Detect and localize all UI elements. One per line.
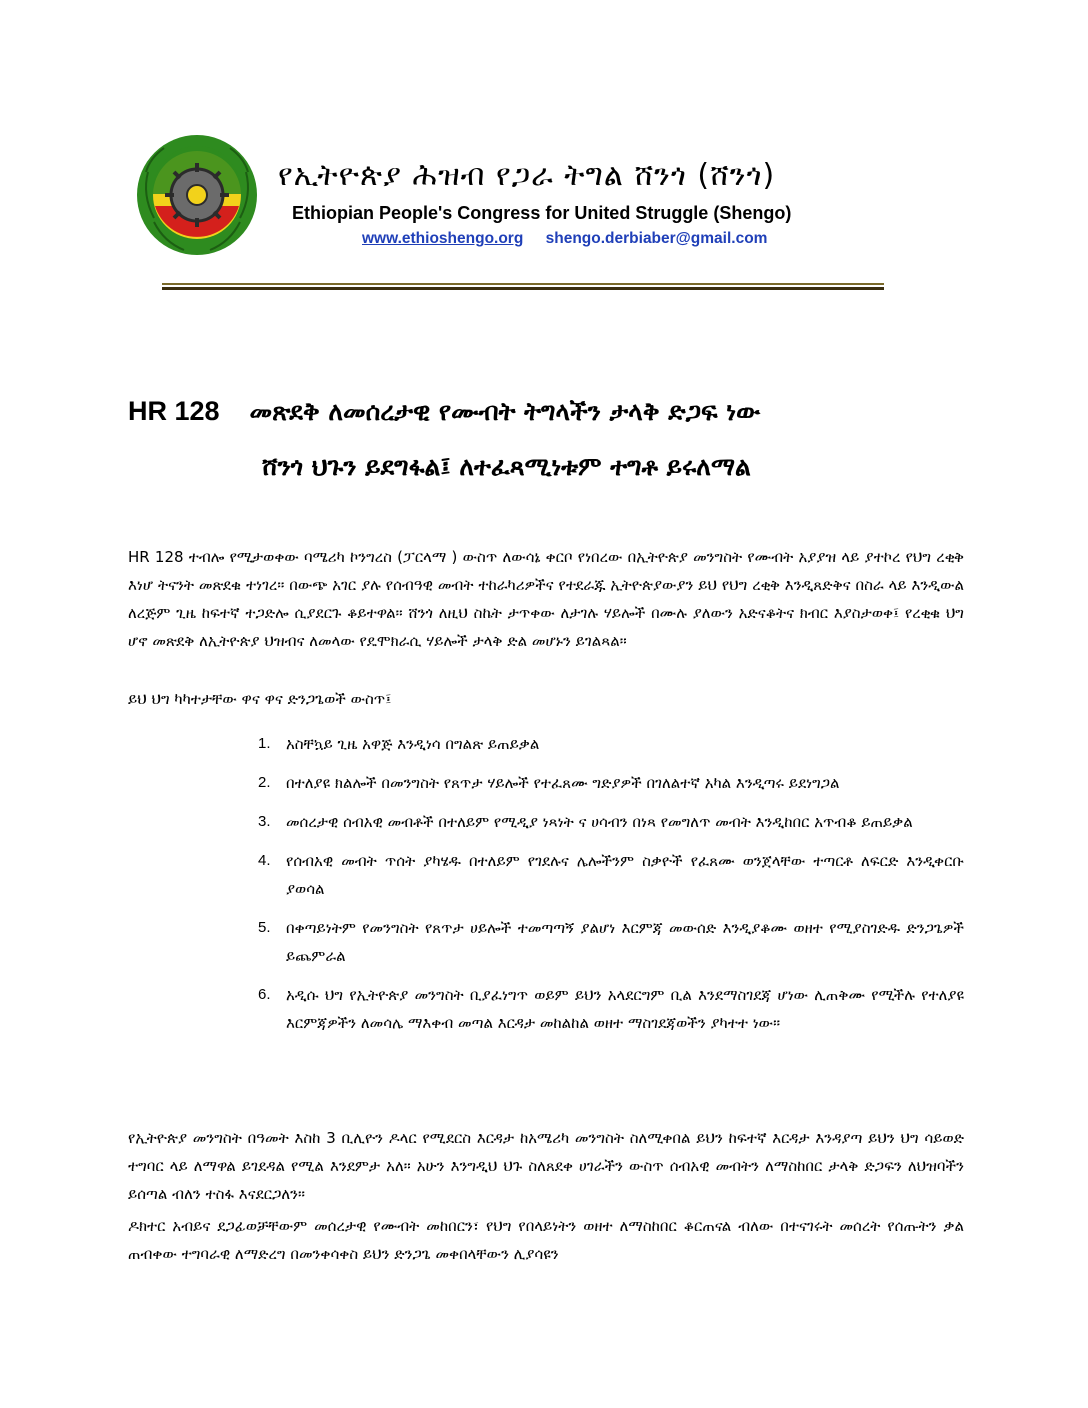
list-item-text: የሰብአዊ መብት ጥሰት ያካሄዱ በተለይም የገደሉና ሌሎችንም ስቃዮች የፈጸሙ ወንጀላቸው ተጣርቶ ለፍርድ እንዲቀርቡ ያወሳል — [286, 852, 964, 898]
list-item-text: በቀጣይነትም የመንግስት የጸጥታ ሀይሎች ተመጣጣኝ ያልሆነ እርምጃ መውሰድ እንዲያቆሙ ወዘተ የሚያስገድዱ ድንጋጌዎች ይጨምራል — [286, 919, 964, 965]
list-item-number: 5. — [258, 919, 271, 936]
shengo-emblem-icon — [134, 132, 260, 258]
paragraph-intro: HR 128 ተብሎ የሚታወቀው ባሜሪካ ኮንግረስ (ፓርላማ ) ውስጥ ለውሳኔ ቀርቦ የነበረው በኢትዮጵያ መንግስት የሙብት አያያዝ ላይ ያተኮረ የህግ ረቂቅ እነሆ ትናንት መጽደቁ ተነገረ። በውጭ አገር ያሉ የሰብዓዊ መብት ተከራካሪዎችና የተደራጁ ኢትዮጵያውያን ይህ የህግ ረቂቅ እንዲጸድቅና በስራ ላይ እንዲውል ለረጅም ጊዜ ከፍተኛ ተጋድሎ ሲያደርጉ ቆይተዋል። ሸንጎ ለዚህ ስኬት ታጥቀው ለታገሉ ሃይሎች በሙሉ ያለውን አድናቆትና ክብር እያስታወቀ፤ የረቂቁ ህግ ሆኖ መጽደቅ ለኢትዮጵያ ህዝብና ለመላው የዴሞክራሲ ሃይሎች ታላቅ ድል መሆኑን ይገልጻል። — [128, 548, 964, 650]
website-link[interactable]: www.ethioshengo.org — [362, 230, 524, 247]
header-divider-thick — [162, 287, 884, 290]
email-link[interactable]: shengo.derbiaber@gmail.com — [545, 230, 768, 247]
title-line-2: ሸንጎ ህጉን ይደግፋል፤ ለተፈጻሚነቱም ተግቶ ይሩለማል — [262, 452, 751, 481]
list-item-text: በተለያዩ ክልሎች በመንግስት የጸጥታ ሃይሎች የተፈጸሙ ግድያዎች በገለልተኛ አካል እንዲጣሩ ይደነግጋል — [286, 774, 840, 792]
list-item-text: አዲሱ ህግ የኢትዮጵያ መንግስት ቢያፈነግጥ ወይም ይህን አላደርግም ቢል እንደማስገደጃ ሆነው ሊጠቅሙ የሚችሉ የተለያዩ እርምጃዎችን ለመሳሌ ማእቀብ መጣል እርዳታ መከልከል ወዘተ ማስገደጃወችን ያካተተ ነው። — [286, 986, 964, 1032]
contact-links — [362, 230, 767, 248]
org-name-english: Ethiopian People's Congress for United Struggle (Shengo) — [292, 203, 792, 223]
list-item-text: አስቸኳይ ጊዜ አዋጅ እንዲነሳ በግልጽ ይጠይቃል — [286, 735, 540, 753]
paragraph-aid: የኢትዮጵያ መንግስት በዓመት እስከ 3 ቢሊዮን ዶላር የሚደርስ እርዳታ ከአሜሪካ መንግስት ስለሚቀበል ይህን ከፍተኛ እርዳታ እንዳያጣ ይህን ህግ ሳይወድ ተግባር ላይ ለማዋል ይገደዳል የሚል እንደምታ አለ። አሁን እንግዲህ ህጉ ስለጸደቀ ሀገራችን ውስጥ ሰብአዊ መብትን ለማስከበር ታላቅ ድጋፍን ለህዝባችን ይሰጣል ብለን ተስፋ እናደርጋለን። — [128, 1129, 964, 1203]
header-divider-thin — [162, 283, 884, 285]
title-line-1 — [128, 396, 760, 427]
title-text-1: መጽደቅ ለመሰረታዊ የሙብት ትግላችን ታላቅ ድጋፍ ነው — [249, 397, 761, 426]
list-item-number: 3. — [258, 813, 271, 830]
paragraph-list-lead: ይህ ህግ ካካተታቸው ዋና ዋና ድንጋጌወች ውስጥ፤ — [128, 690, 392, 708]
org-name-amharic: የኢትዮጵያ ሕዝብ የጋራ ትግል ሸንጎ (ሸንጎ) — [278, 158, 776, 193]
list-item-text: መሰረታዊ ሰብአዊ መብቶች በተለይም የሚዲያ ነጻነት ና ሀሳብን በነጻ የመግለጥ መብት እንዲከበር አጥብቆ ይጠይቃል — [286, 813, 913, 831]
list-item-number: 2. — [258, 774, 271, 791]
list-item-number: 4. — [258, 852, 271, 869]
bill-code: HR 128 — [128, 396, 220, 426]
letterhead — [130, 130, 890, 290]
list-item — [252, 981, 964, 1037]
paragraph-closing: ዶክተር አብይና ደጋፊወቻቸውም መሰረታዊ የሙብት መከበርን፣ የህግ የበላይነትን ወዘተ ለማስከበር ቆርጠናል ብለው በተናገሩት መሰረት የሰጡትን ቃል ጠብቀው ተግባራዊ ለማድረግ በመንቀሳቀስ ይህን ድንጋጌ መቀበላቸውን ሊያሳዩን — [128, 1217, 964, 1263]
list-item-number: 1. — [258, 735, 271, 752]
list-item — [252, 769, 964, 797]
list-item — [252, 914, 964, 970]
list-item — [252, 847, 964, 903]
provisions-list — [252, 730, 964, 1048]
list-item-number: 6. — [258, 986, 271, 1003]
list-item — [252, 730, 964, 758]
list-item — [252, 808, 964, 836]
